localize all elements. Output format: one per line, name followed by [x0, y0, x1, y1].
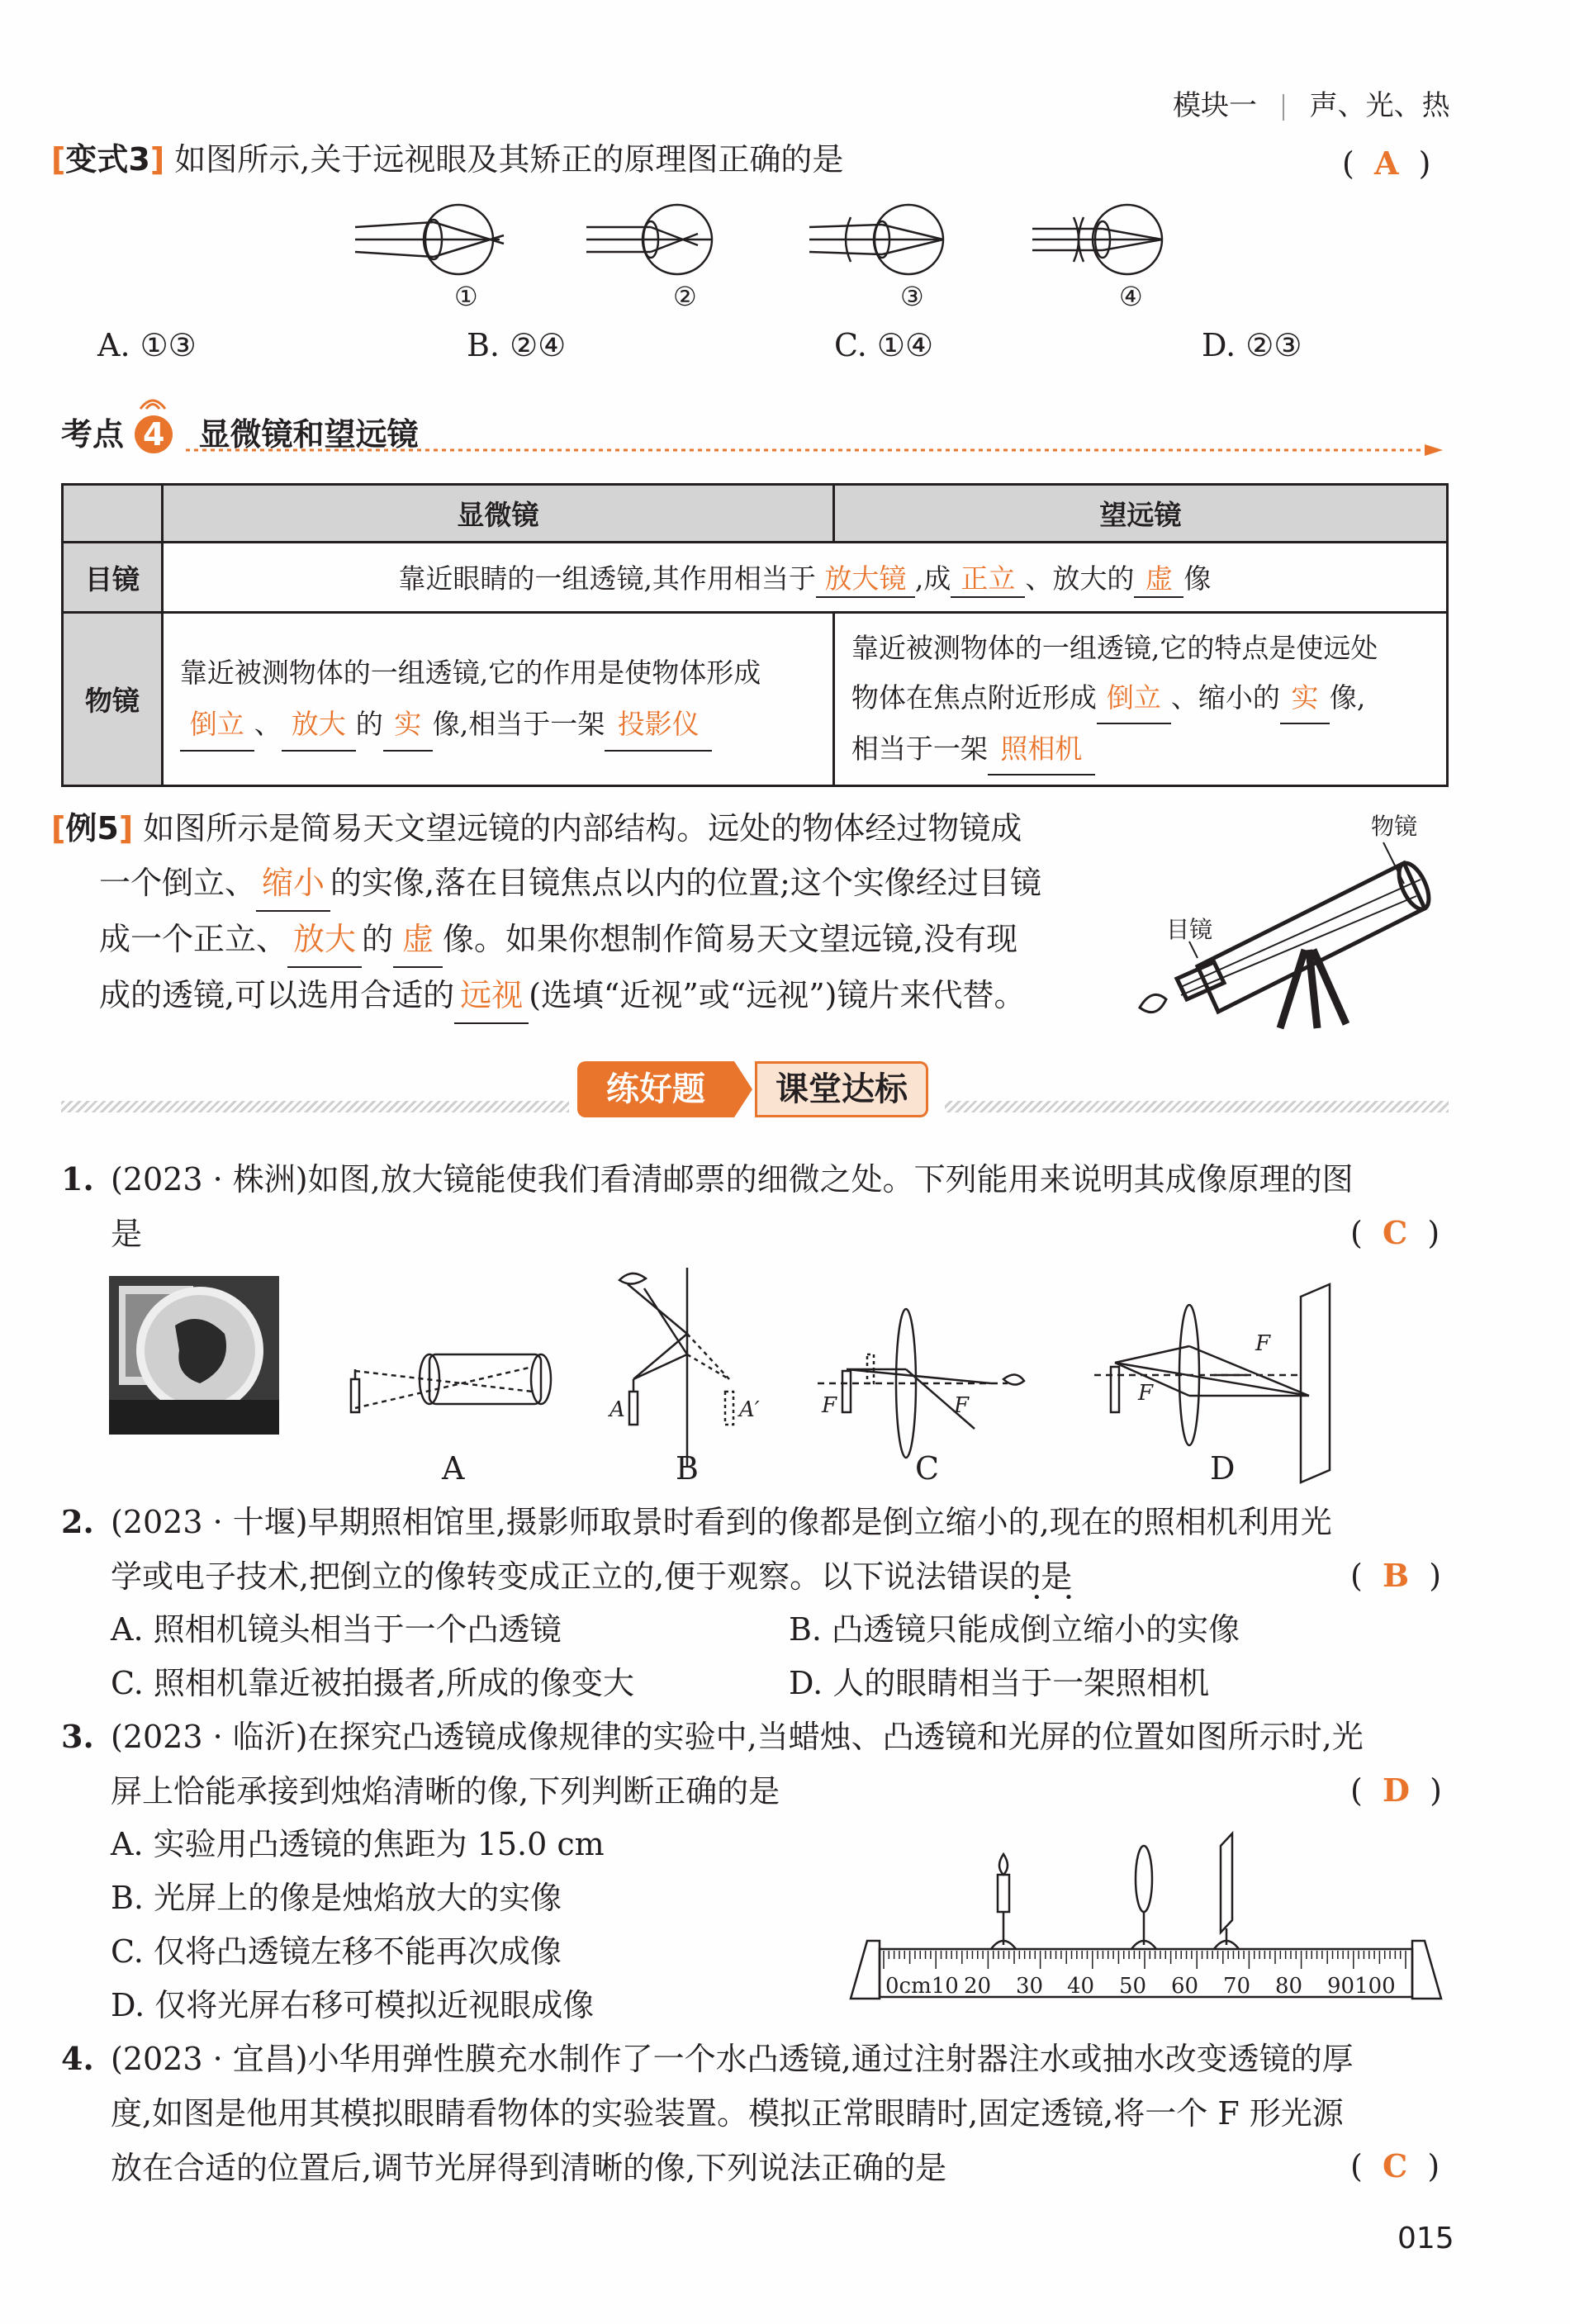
stamp-photo	[109, 1276, 279, 1435]
q1-fig-label-b: B	[676, 1450, 699, 1487]
convex-lens	[1131, 1846, 1156, 1949]
ruler-label-30: 30	[1016, 1974, 1044, 1999]
q3-option-c: C. 仅将凸透镜左移不能再次成像	[111, 1933, 562, 1970]
q3-option-b: B. 光屏上的像是烛焰放大的实像	[111, 1880, 562, 1916]
q3-text: 3. (2023 · 临沂)在探究凸透镜成像规律的实验中,当蜡烛、凸透镜和光屏的位置如图所示时,光 屏上恰能承接到烛焰清晰的像,下列判断正确的是	[61, 1718, 1364, 1809]
bench-left-leg	[851, 1941, 880, 1999]
q3-option-d: D. 仅将光屏右移可模拟近视眼成像	[111, 1987, 595, 2023]
kaodian-dotted-arrow	[186, 442, 1445, 458]
ruler-ticks	[884, 1951, 1406, 1969]
example5-text: [例5] 如图所示是简易天文望远镜的内部结构。远处的物体经过物镜成 一个倒立、 缩小 的实像,落在目镜焦点以内的位置;这个实像经过目镜 成一个正立、 放大 的 虚 像。如果你想制作简易天文望远镜,没有现 成的透镜,可以选用合适的 远视 (选填“近视”或“远视”)镜片来代替。	[51, 801, 1041, 1024]
row-label-objective: 物镜	[63, 613, 163, 786]
fill-magnifier: 放大镜	[816, 557, 915, 598]
variant3-option-b: B. ②④	[467, 327, 567, 363]
q4-text: 4. (2023 · 宜昌)小华用弹性膜充水制作了一个水凸透镜,通过注射器注水或抽水改变透镜的厚 度,如图是他用其模拟眼睛看物体的实验装置。模拟正常眼睛时,固定透镜,将一个 F 形光源 放在合适的位置后,调节光屏得到清晰的像,下列说法正确的是	[61, 2040, 1354, 2186]
variant3-option-c: C. ①④	[834, 327, 934, 363]
q3-answer: ( D )	[1350, 1771, 1442, 1809]
eye-icon	[1140, 994, 1166, 1012]
q2-emphasis-dots: ••	[1032, 1589, 1097, 1606]
diagram-c-convex-lens	[818, 1309, 1024, 1458]
table-corner	[63, 485, 163, 543]
label-objective: 物镜	[1371, 813, 1418, 840]
kaodian-signal-icon	[132, 388, 173, 413]
telescope-tripod	[1280, 950, 1346, 1028]
ruler-label-70: 70	[1223, 1974, 1251, 1999]
ruler-label-first: 0cm10	[885, 1974, 959, 1999]
eye-diagram-1	[355, 205, 504, 274]
variant3-tag: [变式3]	[51, 141, 165, 178]
banner-left: 练好题	[577, 1061, 734, 1117]
telescope-figure	[1131, 813, 1462, 1036]
fill-upright: 正立	[951, 557, 1025, 598]
telescope-tube	[1177, 859, 1435, 1012]
banner-arrow	[734, 1061, 752, 1117]
fill-virtual: 虚	[1134, 557, 1183, 598]
ruler-label-90-100: 90100	[1327, 1974, 1396, 1999]
ruler-label-60: 60	[1171, 1974, 1199, 1999]
ruler-label-20: 20	[964, 1974, 992, 1999]
telescope-objective: 靠近被测物体的一组透镜,它的特点是使远处 物体在焦点附近形成 倒立 、缩小的 实 像, 相当于一架 照相机	[833, 613, 1447, 786]
kaodian-label: 考点	[61, 416, 125, 453]
eyepiece-description: 靠近眼睛的一组透镜,其作用相当于 放大镜 ,成 正立 、放大的 虚 像	[162, 543, 1447, 613]
variant3-option-a: A. ①③	[97, 327, 197, 363]
ruler-label-50: 50	[1119, 1974, 1147, 1999]
topic-label: 声、光、热	[1309, 89, 1450, 122]
q1-fig-label-c: C	[915, 1450, 940, 1487]
q1-answer: ( C )	[1350, 1214, 1440, 1251]
diagram-b-mirror	[619, 1268, 733, 1466]
light-screen	[1214, 1833, 1239, 1949]
q2-option-a: A. 照相机镜头相当于一个凸透镜	[111, 1611, 562, 1648]
module-label: 模块一	[1173, 89, 1257, 122]
example5-tag: [例5]	[51, 810, 134, 847]
diagram-a-camera-obscura	[351, 1354, 551, 1412]
section-banner	[61, 1061, 1449, 1111]
q2-option-c: C. 照相机靠近被拍摄者,所成的像变大	[111, 1665, 634, 1701]
kaodian-number: 4	[135, 415, 173, 453]
label-d-focus-left: F	[1138, 1381, 1154, 1406]
label-c-focus-right: F	[954, 1393, 970, 1418]
q3-option-a: A. 实验用凸透镜的焦距为 15.0 cm	[111, 1826, 605, 1862]
q4-answer: ( C )	[1350, 2147, 1440, 2184]
optical-bench	[842, 1829, 1454, 2007]
label-a-object: A	[610, 1397, 625, 1422]
eye-diagram-4	[1032, 205, 1162, 274]
kaodian-title: 显微镜和望远镜	[198, 416, 419, 453]
banner-left-stripes	[61, 1101, 569, 1112]
label-eyepiece: 目镜	[1166, 916, 1213, 943]
microscope-telescope-table	[61, 483, 1449, 787]
q2-answer: ( B )	[1350, 1557, 1442, 1594]
q2-text: 2. (2023 · 十堰)早期照相馆里,摄影师取景时看到的像都是倒立缩小的,现在的照相机利用光 学或电子技术,把倒立的像转变成正立的,便于观察。以下说法错误的是	[61, 1503, 1332, 1595]
variant3-answer: ( A )	[1342, 145, 1431, 182]
microscope-objective: 靠近被测物体的一组透镜,它的作用是使物体形成 倒立 、 放大 的 实 像,相当于一架 投影仪	[162, 613, 833, 786]
page-header	[1173, 83, 1450, 123]
label-a-image: A′	[739, 1397, 760, 1422]
banner-right-stripes	[945, 1101, 1449, 1112]
eye-diagram-3	[809, 205, 943, 274]
label-d-focus-right: F	[1255, 1331, 1271, 1356]
page-number: 015	[1397, 2222, 1454, 2255]
eye-diagram-2	[586, 205, 712, 274]
fig-label-3: ③	[900, 281, 924, 310]
q1-fig-label-a: A	[442, 1450, 465, 1487]
eye-diagrams	[330, 202, 1206, 310]
fig-label-2: ②	[673, 281, 697, 310]
q2-option-b: B. 凸透镜只能成倒立缩小的实像	[789, 1611, 1240, 1648]
fig-label-1: ①	[454, 281, 478, 310]
fig-label-4: ④	[1119, 281, 1143, 310]
ruler-label-40: 40	[1067, 1974, 1095, 1999]
header-telescope: 望远镜	[833, 485, 1447, 543]
candle	[991, 1854, 1016, 1949]
row-label-eyepiece: 目镜	[63, 543, 163, 613]
q1-text: 1. (2023 · 株洲)如图,放大镜能使我们看清邮票的细微之处。下列能用来说明其成像原理的图 是	[61, 1160, 1354, 1252]
label-c-focus-left: F	[822, 1393, 837, 1418]
header-microscope: 显微镜	[162, 485, 833, 543]
header-divider	[1283, 94, 1284, 121]
variant3-question: [变式3] 如图所示,关于远视眼及其矫正的原理图正确的是	[51, 141, 844, 178]
q2-option-d: D. 人的眼睛相当于一架照相机	[789, 1665, 1210, 1701]
variant3-option-d: D. ②③	[1202, 327, 1302, 363]
banner-right: 课堂达标	[755, 1061, 928, 1117]
ruler-label-80: 80	[1275, 1974, 1303, 1999]
bench-right-leg	[1412, 1941, 1441, 1999]
q1-fig-label-d: D	[1210, 1450, 1236, 1487]
